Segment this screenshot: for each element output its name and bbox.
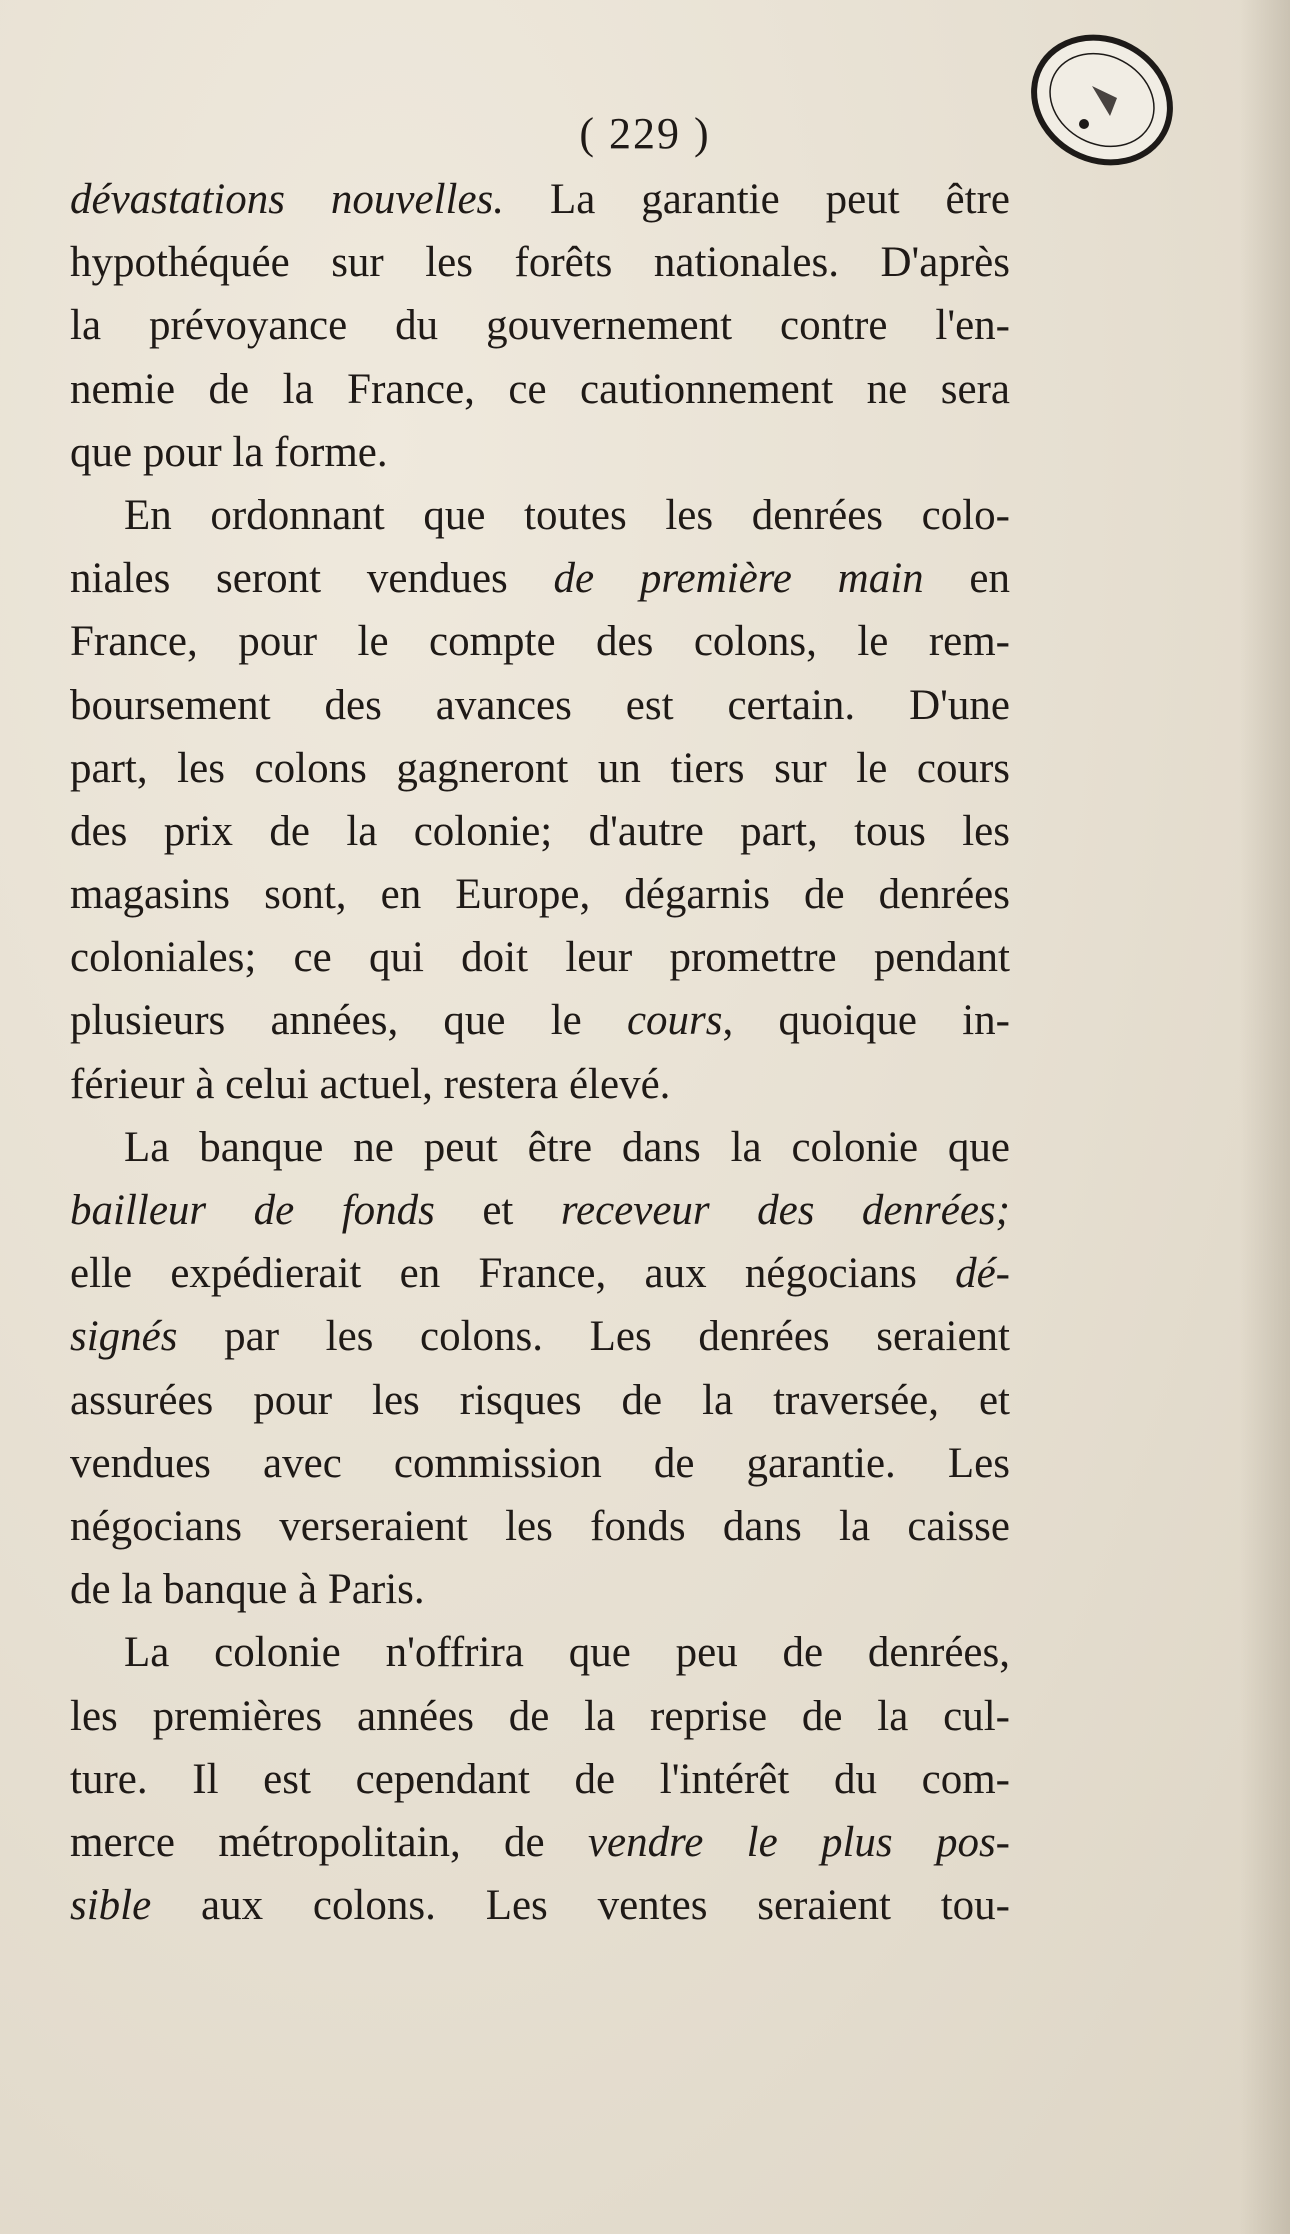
text-line: nemie de la France, ce cautionnement ne sera bbox=[70, 365, 1010, 413]
library-stamp-icon bbox=[1022, 26, 1182, 174]
text-line: négocians verseraient les fonds dans la caisse bbox=[70, 1502, 1010, 1550]
text-line: des prix de la colonie; d'autre part, tous les bbox=[70, 807, 1010, 855]
text-line: En ordonnant que toutes les denrées colo- bbox=[124, 491, 1010, 539]
text-line: sible aux colons. Les ventes seraient tou- bbox=[70, 1882, 1010, 1930]
text-line: merce métropolitain, de vendre le plus pos- bbox=[70, 1818, 1010, 1866]
text-line: bailleur de fonds et receveur des denrées; bbox=[70, 1187, 1010, 1234]
text-line: coloniales; ce qui doit leur promettre pendant bbox=[70, 934, 1010, 982]
text-line: La banque ne peut être dans la colonie que bbox=[124, 1123, 1010, 1171]
text-line: les premières années de la reprise de la cul- bbox=[70, 1692, 1010, 1740]
text-line: férieur à celui actuel, restera élevé. bbox=[70, 1060, 671, 1108]
text-line: hypothéquée sur les forêts nationales. D'après bbox=[70, 239, 1010, 287]
text-line: ture. Il est cependant de l'intérêt du com- bbox=[70, 1755, 1010, 1803]
text-line: assurées pour les risques de la traversée, et bbox=[70, 1376, 1010, 1424]
text-line: plusieurs années, que le cours, quoique in- bbox=[70, 997, 1010, 1045]
text-line: France, pour le compte des colons, le rem- bbox=[70, 618, 1010, 666]
text-line: signés par les colons. Les denrées seraient bbox=[70, 1313, 1010, 1361]
page-number: ( 229 ) bbox=[579, 109, 711, 158]
text-line: magasins sont, en Europe, dégarnis de denrées bbox=[70, 871, 1010, 919]
text-line: vendues avec commission de garantie. Les bbox=[70, 1439, 1010, 1487]
text-line: de la banque à Paris. bbox=[70, 1566, 425, 1614]
text-line: niales seront vendues de première main en bbox=[70, 555, 1010, 603]
text-line: dévastations nouvelles. La garantie peut être bbox=[70, 176, 1010, 223]
text-line: la prévoyance du gouvernement contre l'en- bbox=[70, 302, 1010, 350]
text-line: elle expédierait en France, aux négocians dé- bbox=[70, 1250, 1010, 1298]
text-line: part, les colons gagneront un tiers sur le cours bbox=[70, 744, 1010, 792]
text-line: que pour la forme. bbox=[70, 428, 388, 476]
page-edge-shadow bbox=[1240, 0, 1290, 2234]
text-line: boursement des avances est certain. D'une bbox=[70, 681, 1010, 729]
body-text bbox=[70, 168, 1010, 1937]
text-line: La colonie n'offrira que peu de denrées, bbox=[124, 1629, 1010, 1677]
